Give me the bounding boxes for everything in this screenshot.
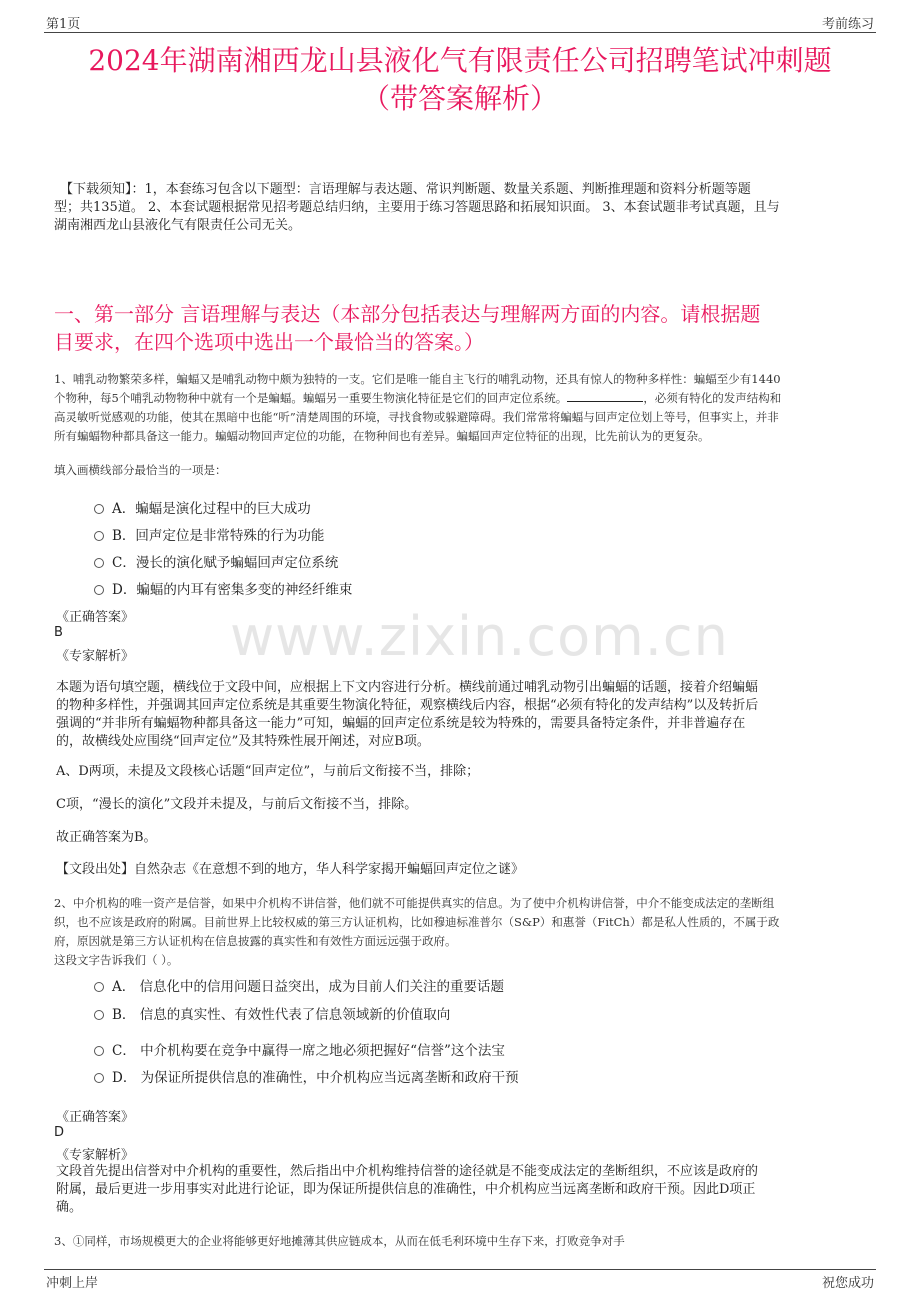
- section-heading-2: 目要求，在四个选项中选出一个最恰当的答案。）: [54, 330, 484, 354]
- q2-prompt: 这段文字告诉我们（ ）。: [54, 953, 179, 967]
- fill-blank: [567, 389, 643, 402]
- q2-option-c[interactable]: [94, 1039, 505, 1059]
- radio-icon[interactable]: [94, 531, 104, 541]
- q1-option-b-label: B．回声定位是非常特殊的行为功能: [112, 528, 325, 544]
- footer-right: 祝您成功: [821, 1276, 874, 1291]
- header-divider: [44, 32, 876, 33]
- notice-line-3: 湖南湘西龙山县液化气有限责任公司无关。: [54, 218, 302, 233]
- q2-text-line-3: 府，原因就是第三方认证机构在信息披露的真实性和有效性方面远远强于政府。: [54, 934, 457, 948]
- q1-text-line-2-start: 个物种，每5个哺乳动物物种中就有一个是蝙蝠。蝙蝠另一重要生物演化特征是它们的回声定位系统。: [54, 391, 568, 405]
- notice-line-2: 型；共135道。 2、本套试题根据常见招考题总结归纳，主要用于练习答题思路和拓展知识面。 3、本套试题非考试真题，且与: [54, 200, 780, 215]
- watermark: www.zixin.com.cn: [230, 605, 729, 668]
- radio-icon[interactable]: [94, 504, 104, 514]
- q1-option-a-label: A．蝙蝠是演化过程中的巨大成功: [112, 501, 311, 517]
- page-title: 2024年湖南湘西龙山县液化气有限责任公司招聘笔试冲刺题: [88, 44, 832, 77]
- notice-line-1: 【下载须知】：1，本套练习包含以下题型：言语理解与表达题、常识判断题、数量关系题、判断推理题和资料分析题等题: [60, 182, 751, 197]
- q1-text-line-3: 高灵敏听觉感观的功能，使其在黑暗中也能“听”清楚周围的环境，寻找食物或躲避障碍。我们常常将蝙蝠与回声定位划上等号，但事实上，并非: [54, 410, 779, 424]
- q1-analysis-line-4: 的，故横线处应围绕“回声定位”及其特殊性展开阐述，对应B项。: [56, 734, 430, 749]
- footer-left: 冲刺上岸: [46, 1276, 99, 1291]
- q2-option-a-label: A． 信息化中的信用问题日益突出，成为目前人们关注的重要话题: [112, 979, 505, 995]
- q1-answer: B: [54, 625, 63, 640]
- radio-icon[interactable]: [94, 585, 104, 595]
- q2-analysis-line-2: 附属，最后更进一步用事实对此进行论证，即为保证所提供信息的准确性，中介机构应当远离垄断和政府干预。因此D项正: [56, 1182, 756, 1197]
- q1-prompt: 填入画横线部分最恰当的一项是：: [54, 463, 227, 477]
- page-number: 第1页: [46, 17, 81, 32]
- q2-answer-label: 《正确答案》: [56, 1110, 135, 1125]
- q1-option-c-label: C．漫长的演化赋予蝙蝠回声定位系统: [112, 555, 339, 571]
- q1-option-c[interactable]: [94, 551, 338, 571]
- radio-icon[interactable]: [94, 1046, 104, 1056]
- q2-option-d-label: D． 为保证所提供信息的准确性，中介机构应当远离垄断和政府干预: [112, 1070, 519, 1086]
- q2-option-c-label: C． 中介机构要在竞争中赢得一席之地必须把握好“信誉”这个法宝: [112, 1043, 505, 1059]
- section-heading-1: 一、第一部分 言语理解与表达（本部分包括表达与理解两方面的内容。请根据题: [54, 302, 761, 326]
- q1-option-d-label: D．蝙蝠的内耳有密集多变的神经纤维束: [112, 582, 353, 598]
- radio-icon[interactable]: [94, 1073, 104, 1083]
- q1-option-d[interactable]: [94, 578, 352, 598]
- q2-option-b[interactable]: [94, 1003, 450, 1023]
- q2-analysis-line-1: 文段首先提出信誉对中介机构的重要性，然后指出中介机构维持信誉的途径就是不能变成法定的垄断组织，不应该是政府的: [56, 1164, 759, 1179]
- q1-text-line-2: [54, 389, 781, 408]
- q2-answer: D: [54, 1125, 65, 1140]
- q1-analysis-line-2: 的物种多样性，并强调其回声定位系统是其重要生物演化特征，观察横线后内容，根据“必须有特化的发声结构”以及转折后: [56, 698, 759, 713]
- q3-text-line-1: 3、①同样，市场规模更大的企业将能够更好地摊薄其供应链成本，从而在低毛利环境中生存下来，打败竞争对手: [54, 1234, 625, 1248]
- q2-analysis-line-3: 确。: [56, 1200, 83, 1215]
- q2-analysis-label: 《专家解析》: [56, 1148, 135, 1163]
- radio-icon[interactable]: [94, 1010, 104, 1020]
- q2-option-d[interactable]: [94, 1066, 519, 1086]
- q1-source: 【文段出处】自然杂志《在意想不到的地方，华人科学家揭开蝙蝠回声定位之谜》: [56, 862, 525, 877]
- q2-text-line-1: 2、中介机构的唯一资产是信誉，如果中介机构不讲信誉，他们就不可能提供真实的信息。为了使中介机构讲信誉，中介不能变成法定的垄断组: [54, 896, 775, 910]
- footer-divider: [44, 1269, 876, 1270]
- q1-analysis-ad: A、D两项，未提及文段核心话题“回声定位”，与前后文衔接不当，排除；: [56, 764, 480, 779]
- page-subtitle: （带答案解析）: [361, 82, 558, 115]
- q1-text-line-4: 所有蝙蝠物种都具备这一能力。蝙蝠动物回声定位的功能，在物种间也有差异。蝙蝠回声定位特征的出现，比先前认为的更复杂。: [54, 429, 710, 443]
- q1-option-b[interactable]: [94, 524, 324, 544]
- radio-icon[interactable]: [94, 558, 104, 568]
- radio-icon[interactable]: [94, 982, 104, 992]
- header-tag: 考前练习: [821, 17, 874, 32]
- q1-option-a[interactable]: [94, 497, 311, 517]
- q1-answer-label: 《正确答案》: [56, 610, 135, 625]
- q2-option-a[interactable]: [94, 975, 504, 995]
- q1-analysis-line-1: 本题为语句填空题，横线位于文段中间，应根据上下文内容进行分析。横线前通过哺乳动物引出蝙蝠的话题，接着介绍蝙蝠: [56, 680, 759, 695]
- q1-analysis-line-3: 强调的“并非所有蝙蝠物种都具备这一能力”可知，蝙蝠的回声定位系统是较为特殊的，需要具备特定条件，并非普遍存在: [56, 716, 746, 731]
- q1-text-line-1: 1、哺乳动物繁荣多样，蝙蝠又是哺乳动物中颇为独特的一支。它们是唯一能自主飞行的哺乳动物，还具有惊人的物种多样性：蝙蝠至少有1440: [54, 372, 781, 386]
- q1-analysis-label: 《专家解析》: [56, 649, 135, 664]
- q1-conclusion: 故正确答案为B。: [56, 830, 157, 845]
- q2-text-line-2: 织，也不应该是政府的附属。目前世界上比较权威的第三方认证机构，比如穆迪标准普尔（S&P）和惠誉（FitCh）都是私人性质的，不属于政: [54, 915, 780, 929]
- q1-text-line-2-end: ，必须有特化的发声结构和: [643, 391, 782, 405]
- q2-option-b-label: B． 信息的真实性、有效性代表了信息领域新的价值取向: [112, 1007, 451, 1023]
- q1-analysis-c: C项，“漫长的演化”文段并未提及，与前后文衔接不当，排除。: [56, 797, 418, 812]
